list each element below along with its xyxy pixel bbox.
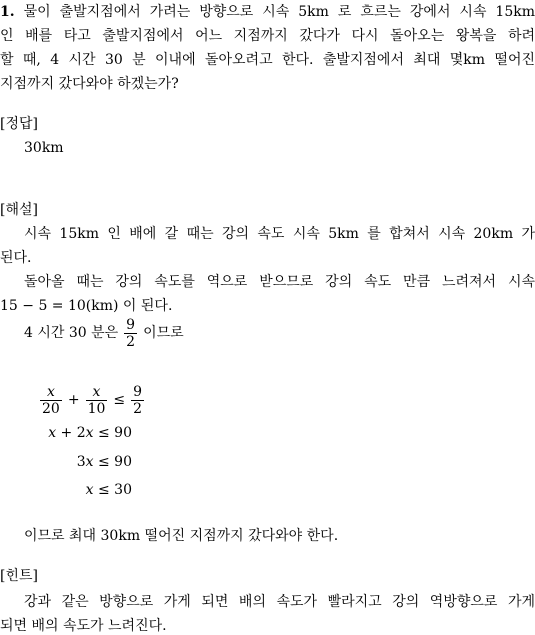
eq1-b-numerator: x — [92, 383, 101, 400]
explanation-p1-line2: 된다. — [0, 250, 32, 266]
answer-value: 30km — [24, 140, 64, 156]
explanation-p3-suffix: 이므로 — [143, 325, 184, 341]
hint-line-2: 되면 배의 속도가 느려진다. — [0, 618, 167, 634]
explanation-p2-text1: 돌아올 때는 강의 속도를 역으로 받으므로 강의 속도 만큼 느려져서 시속 — [24, 274, 535, 290]
eq1-a-denominator: 20 — [42, 400, 60, 417]
eq1-operator: + — [67, 392, 80, 408]
explanation-p2-line2: 15 − 5 = 10(km) 이 된다. — [0, 298, 173, 314]
eq1-a-numerator: x — [46, 383, 55, 400]
question-text-1: 물이 출발지점에서 가려는 방향으로 시속 5km 로 흐르는 강에서 시속 15km — [23, 4, 535, 20]
explanation-p3-prefix: 4 시간 30 분은 — [24, 325, 119, 341]
equation-3: 3x ≤ 90 — [76, 454, 132, 470]
hint-line-1 — [24, 593, 535, 611]
question-text-2: 인 배를 타고 출발지점에서 어느 지점까지 갔다가 다시 돌아오는 왕복을 하려 — [0, 28, 535, 44]
explanation-conclusion: 이므로 최대 30km 떨어진 지점까지 갔다와야 한다. — [24, 528, 339, 544]
equation-4: x ≤ 30 — [85, 482, 132, 498]
hint-text-1: 강과 같은 방향으로 가게 되면 배의 속도가 빨라지고 강의 역방향으로 가게 — [24, 594, 535, 610]
question-line-2 — [0, 27, 535, 45]
explanation-heading: [해설] — [0, 202, 38, 218]
explanation-p1-line1 — [24, 225, 535, 243]
equation-1 — [38, 380, 146, 420]
fraction-denominator: 2 — [126, 333, 136, 350]
eq1-fraction-b — [86, 384, 108, 417]
question-line-4: 지점까지 갔다와야 하겠는가? — [0, 76, 179, 92]
question-number: 1. — [0, 4, 15, 20]
question-line-3 — [0, 51, 535, 69]
hint-heading: [힌트] — [0, 568, 38, 584]
answer-heading: [정답] — [0, 116, 38, 132]
explanation-p3 — [24, 313, 184, 353]
fraction-nine-halves — [124, 317, 137, 350]
equation-2: x + 2x ≤ 90 — [48, 425, 132, 441]
eq1-fraction-c — [131, 384, 144, 417]
explanation-p1-text1: 시속 15km 인 배에 갈 때는 강의 속도 시속 5km 를 합쳐서 시속 20km 가 — [24, 226, 535, 242]
fraction-numerator: 9 — [126, 316, 136, 333]
eq1-fraction-a — [40, 384, 62, 417]
question-text-3: 할 때, 4 시간 30 분 이내에 돌아오려고 한다. 출발지점에서 최대 몇km 떨어진 — [0, 52, 535, 68]
question-line-1 — [0, 3, 535, 21]
explanation-p2-line1 — [24, 273, 535, 291]
eq1-relation: ≤ — [113, 392, 126, 408]
eq1-c-denominator: 2 — [133, 400, 143, 417]
eq1-c-numerator: 9 — [133, 383, 143, 400]
eq1-b-denominator: 10 — [87, 400, 106, 417]
